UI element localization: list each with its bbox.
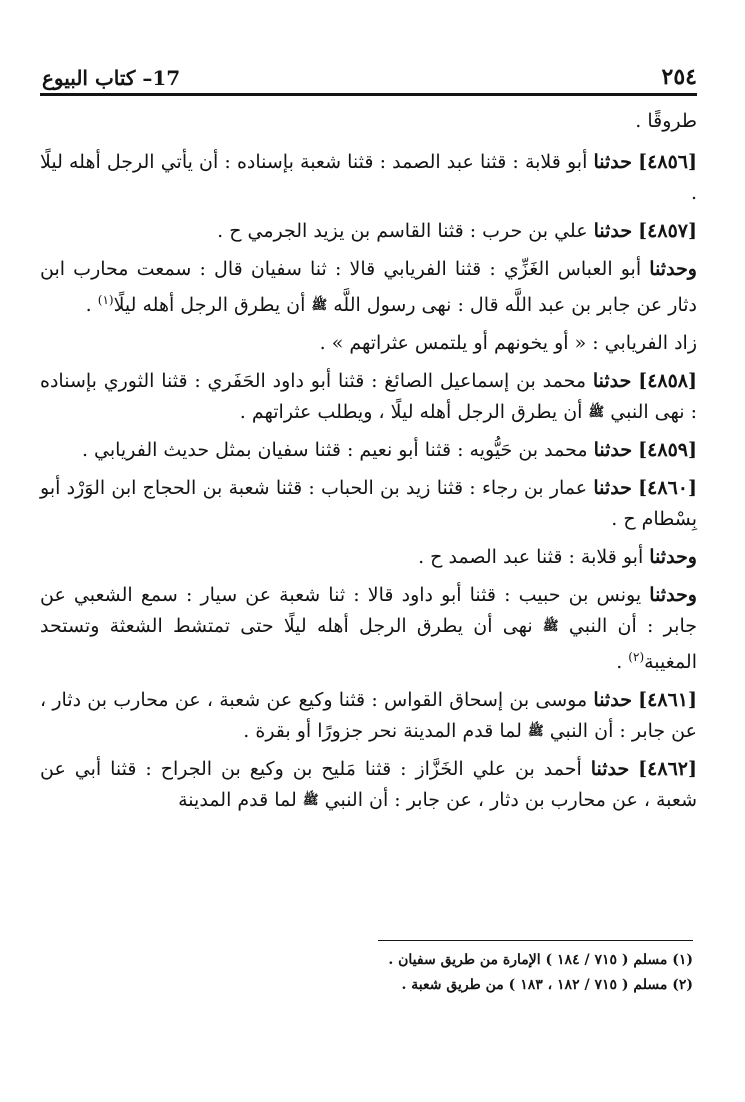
hadith-text: أن يطرق الرجل أهله ليلًا: [113, 294, 306, 316]
hadith-text: أبو قلابة : قثنا عبد الصمد : قثنا شعبة بإسناده : أن يأتي الرجل أهله ليلًا .: [40, 151, 697, 204]
honorific-symbol: ﷺ: [588, 405, 605, 420]
paragraph-text: طروقًا .: [635, 110, 697, 132]
narration-keyword: حدثنا: [593, 477, 632, 499]
honorific-symbol: ﷺ: [302, 793, 319, 808]
running-title: 17– كتاب البيوع: [42, 66, 181, 90]
narration-keyword: وحدثنا: [649, 546, 697, 568]
narration-keyword: حدثنا: [593, 220, 633, 242]
hadith-number: [٤٨٥٩]: [638, 439, 697, 461]
page-header: [42, 50, 697, 90]
hadith-number: [٤٨٦٠]: [638, 477, 697, 499]
body-text: [40, 106, 697, 823]
footnote-2: (٢) مسلم ( ٧١٥ / ١٨٢ ، ١٨٣ ) من طريق شعبة .: [401, 977, 693, 993]
narration-keyword: حدثنا: [593, 439, 633, 461]
paragraph: [40, 106, 697, 137]
honorific-symbol: ﷺ: [311, 298, 328, 313]
hadith-text: أبو قلابة : قثنا عبد الصمد ح .: [418, 546, 644, 568]
narration-keyword: حدثنا: [592, 370, 632, 392]
hadith-text: يونس بن حبيب : قثنا أبو داود قالا : ثنا شعبة عن سيار : سمع الشعبي عن جابر : أن النبي: [40, 584, 697, 637]
hadith-number: [٤٨٦١]: [638, 689, 697, 711]
hadith-text: أحمد بن علي الخَزَّاز : قثنا مَليح بن وكيع بن الجراح : قثنا أبي عن شعبة ، عن محارب بن دثار ، عن جابر : أن النبي: [40, 758, 697, 811]
hadith-text: موسى بن إسحاق القواس : قثنا وكيع عن شعبة ، عن محارب بن دثار ، عن جابر : أن النبي: [40, 689, 697, 742]
header-rule: [40, 93, 697, 96]
hadith-text: لما قدم المدينة نحر جزورًا أو بقرة .: [243, 720, 522, 742]
narration-keyword: حدثنا: [590, 758, 630, 780]
hadith-text: محمد بن إسماعيل الصائغ : قثنا أبو داود الحَفَري : قثنا الثوري بإسناده : نهى النبي: [40, 370, 697, 423]
honorific-symbol: ﷺ: [527, 724, 544, 739]
hadith-number: [٤٨٥٦]: [638, 151, 697, 173]
narration-keyword: حدثنا: [593, 151, 633, 173]
hadith-text: .: [85, 294, 98, 316]
hadith-text: .: [616, 651, 629, 673]
addition-note: [40, 328, 697, 359]
narration-keyword: وحدثنا: [649, 258, 697, 280]
hadith-number: [٤٨٦٢]: [638, 758, 697, 780]
hadith-text: أبو العباس الغَزِّي : قثنا الفريابي قالا : ثنا سفيان قال : سمعت محارب ابن دثار عن جابر بن عبد اللَّه قال : نهى رسول اللَّه: [40, 258, 697, 316]
hadith-text: نهى أن يطرق الرجل أهله ليلًا حتى تمتشط الشعثة وتستحد المغيبة: [40, 615, 697, 673]
hadith-4860-chain-b: [40, 580, 697, 678]
page-number: ٢٥٤: [661, 64, 697, 90]
narration-keyword: وحدثنا: [649, 584, 697, 606]
footnote-1: (١) مسلم ( ٧١٥ / ١٨٤ ) الإمارة من طريق سفيان .: [388, 952, 693, 968]
footnote-rule: [378, 940, 693, 941]
hadith-number: [٤٨٥٨]: [638, 370, 698, 392]
hadith-4862: [40, 754, 697, 816]
paragraph-text: زاد الفريابي : « أو يخونهم أو يلتمس عثراتهم » .: [319, 332, 697, 354]
narration-keyword: حدثنا: [593, 689, 632, 711]
footnote-ref: (١): [97, 293, 114, 307]
hadith-4860: [40, 473, 697, 535]
hadith-4858: [40, 366, 697, 428]
hadith-4861: [40, 685, 697, 747]
hadith-4857-chain: [40, 254, 697, 321]
hadith-text: علي بن حرب : قثنا القاسم بن يزيد الجرمي ح .: [217, 220, 588, 242]
hadith-4860-chain-a: [40, 542, 697, 573]
hadith-text: أن يطرق الرجل أهله ليلًا ، ويطلب عثراتهم .: [239, 401, 583, 423]
honorific-symbol: ﷺ: [542, 619, 559, 634]
footnote-ref: (٢): [628, 650, 645, 664]
hadith-text: محمد بن حَيُّويه : قثنا أبو نعيم : قثنا سفيان بمثل حديث الفريابي .: [81, 439, 588, 461]
hadith-4856: [40, 147, 697, 209]
hadith-number: [٤٨٥٧]: [638, 220, 697, 242]
hadith-text: لما قدم المدينة: [178, 789, 297, 811]
hadith-4859: [40, 435, 697, 466]
footnotes: [40, 948, 693, 998]
hadith-4857: [40, 216, 697, 247]
hadith-text: عمار بن رجاء : قثنا زيد بن الحباب : قثنا شعبة بن الحجاج ابن الوَرْد أبو بِسْطام ح .: [40, 477, 697, 530]
